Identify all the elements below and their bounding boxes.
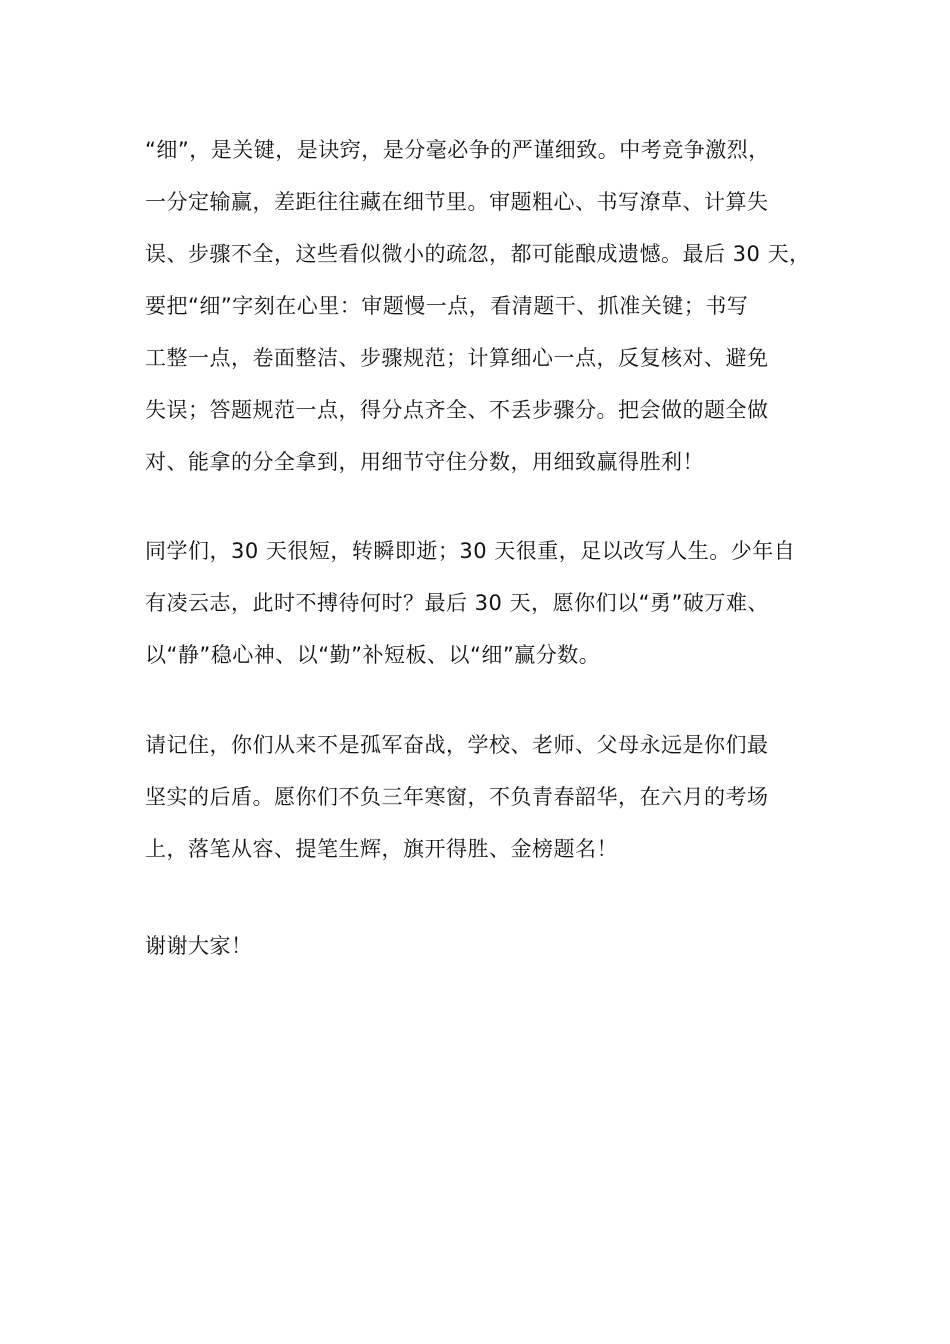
paragraph-line: 同学们，30 天很短，转瞬即逝；30 天很重，足以改写人生。少年自 xyxy=(145,539,796,563)
paragraph-line: 对、能拿的分全拿到，用细节守住分数，用细致赢得胜利！ xyxy=(145,450,704,474)
paragraph-line: 上，落笔从容、提笔生辉，旗开得胜、金榜题名！ xyxy=(145,837,618,861)
paragraph-line: 坚实的后盾。愿你们不负三年寒窗，不负青春韶华，在六月的考场 xyxy=(145,785,769,809)
paragraph-line: 要把“细”字刻在心里：审题慢一点，看清题干、抓准关键；书写 xyxy=(145,294,749,318)
paragraph-line: 以“静”稳心神、以“勤”补短板、以“细”赢分数。 xyxy=(145,643,601,667)
paragraph-line: 误、步骤不全，这些看似微小的疏忽，都可能酿成遗憾。最后 30 天， xyxy=(145,242,811,266)
paragraph-line: “细”，是关键，是诀窍，是分毫必争的严谨细致。中考竞争激烈， xyxy=(145,138,770,162)
paragraph-line: 有凌云志，此时不搏待何时？最后 30 天，愿你们以“勇”破万难、 xyxy=(145,591,769,615)
paragraph-line: 失误；答题规范一点，得分点齐全、不丢步骤分。把会做的题全做 xyxy=(145,398,769,422)
paragraph-students xyxy=(145,525,835,681)
paragraph-line: 请记住，你们从来不是孤军奋战，学校、老师、父母永远是你们最 xyxy=(145,733,769,757)
paragraph-line: 工整一点，卷面整洁、步骤规范；计算细心一点，反复核对、避免 xyxy=(145,346,769,370)
paragraph-detail xyxy=(145,124,835,488)
paragraph-line: 谢谢大家！ xyxy=(145,934,253,958)
paragraph-remember xyxy=(145,719,835,875)
paragraph-line: 一分定输赢，差距往往藏在细节里。审题粗心、书写潦草、计算失 xyxy=(145,190,769,214)
paragraph-thanks xyxy=(145,920,835,972)
